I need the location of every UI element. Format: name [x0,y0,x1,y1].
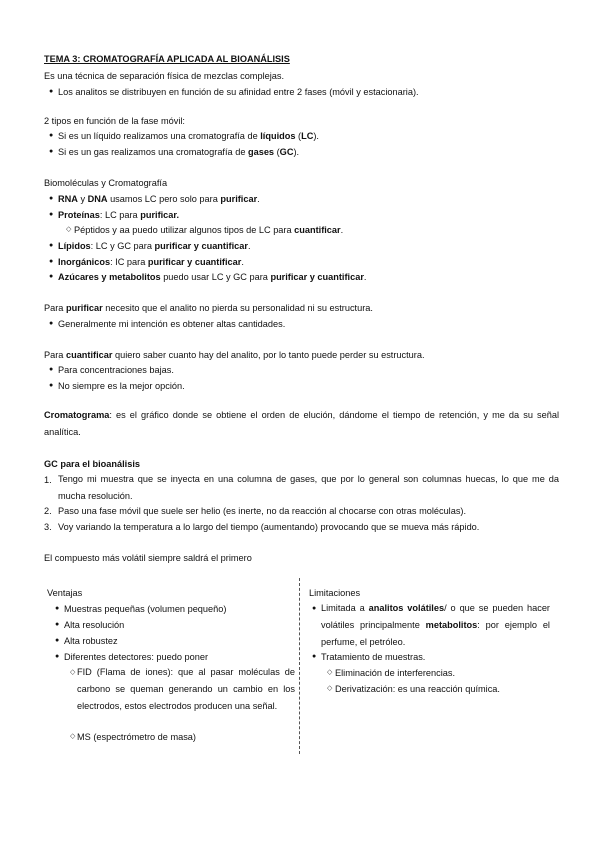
bullet-icon: ● [55,605,60,612]
bullet-icon: ● [55,621,60,628]
bullet-icon: ● [49,242,54,249]
bullet-icon: ● [49,366,54,373]
bullet-icon: ● [49,88,54,95]
bullet-icon: ● [49,148,54,155]
limitacion-sub: Eliminación de interferencias. [335,668,456,678]
bullet-icon: ● [49,273,54,280]
bullet-icon: ● [49,211,54,218]
limitacion-volatiles: Limitada a analitos volátiles/ o que se pueden hacer volátiles principalmente metabolitos: por ejemplo el perfume, el petróleo. [321,603,550,647]
purificar-text: Para purificar necesito que el analito no pierda su personalidad ni su estructura. [44,303,373,313]
cuantificar-bullet: Para concentraciones bajas. [58,365,174,375]
limitacion-tratamiento: Tratamiento de muestras. [321,652,426,662]
bio-lipidos: Lípidos: LC y GC para purificar y cuantificar. [58,241,251,251]
cuantificar-bullet: No siempre es la mejor opción. [58,381,185,391]
gc-step: Tengo mi muestra que se inyecta en una columna de gases, que por lo general son columnas huecas, lo que me da mucha resolución. [58,474,559,501]
gc-heading: GC para el bioanálisis [44,459,140,469]
column-divider [299,578,300,754]
intro-text: Es una técnica de separación física de mezclas complejas. [44,71,285,81]
ventaja-item: Alta resolución [64,620,125,630]
bullet-icon: ● [312,605,317,612]
bullet-icon: ● [55,653,60,660]
purificar-bullet: Generalmente mi intención es obtener altas cantidades. [58,319,286,329]
diamond-icon: ◇ [70,733,76,740]
bullet-icon: ● [312,653,317,660]
bullet-icon: ● [49,195,54,202]
diamond-icon: ◇ [327,669,333,676]
limitaciones-heading: Limitaciones [309,588,361,598]
bio-azucares: Azúcares y metabolitos puedo usar LC y GC para purificar y cuantificar. [58,272,367,282]
ventaja-item: Muestras pequeñas (volumen pequeño) [64,604,227,614]
bullet-icon: ● [49,382,54,389]
bullet-icon: ● [49,320,54,327]
ventaja-ms: MS (espectrómetro de masa) [77,732,196,742]
step-number: 1. [44,475,52,485]
ventajas-heading: Ventajas [47,588,83,598]
page-title: TEMA 3: CROMATOGRAFÍA APLICADA AL BIOANÁLISIS [44,54,290,64]
tipos-heading: 2 tipos en función de la fase móvil: [44,116,185,126]
diamond-icon: ◇ [70,669,76,676]
tipo-gases: Si es un gas realizamos una cromatografía de gases (GC). [58,147,300,157]
bio-inorganicos: Inorgánicos: IC para purificar y cuantificar. [58,257,244,267]
diamond-icon: ◇ [66,226,72,233]
bio-proteinas: Proteínas: LC para purificar. [58,210,180,220]
ventaja-item: Alta robustez [64,636,118,646]
tipo-liquidos: Si es un líquido realizamos una cromatografía de líquidos (LC). [58,131,319,141]
bio-rna-dna: RNA y DNA usamos LC pero solo para purificar. [58,194,260,204]
gc-step: Voy variando la temperatura a lo largo del tiempo (aumentando) provocando que se mueva más rápido. [58,522,480,532]
cromatograma-definition: Cromatograma: es el gráfico donde se obtiene el orden de elución, dándome el tiempo de retención, y me da su señal analítica. [44,410,559,437]
gc-step: Paso una fase móvil que suele ser helio (es inerte, no da reacción al chocarse con otras moléculas). [58,506,467,516]
bullet-icon: ● [49,132,54,139]
intro-bullet: Los analitos se distribuyen en función de su afinidad entre 2 fases (móvil y estacionaria). [58,87,419,97]
ventaja-item: Diferentes detectores: puedo poner [64,652,209,662]
step-number: 2. [44,506,52,516]
step-number: 3. [44,522,52,532]
bio-heading: Biomoléculas y Cromatografía [44,178,168,188]
cuantificar-text: Para cuantificar quiero saber cuanto hay del analito, por lo tanto puede perder su estructura. [44,350,425,360]
ventaja-fid: FID (Flama de iones): que al pasar moléculas de carbono se queman generando un cambio en los electrodos, estos electrodos producen una señal. [77,667,295,711]
bullet-icon: ● [55,637,60,644]
bullet-icon: ● [49,258,54,265]
bio-peptidos: Péptidos y aa puedo utilizar algunos tipos de LC para cuantificar. [74,225,344,235]
diamond-icon: ◇ [327,685,333,692]
volatil-note: El compuesto más volátil siempre saldrá el primero [44,553,252,563]
limitacion-sub: Derivatización: es una reacción química. [335,684,500,694]
